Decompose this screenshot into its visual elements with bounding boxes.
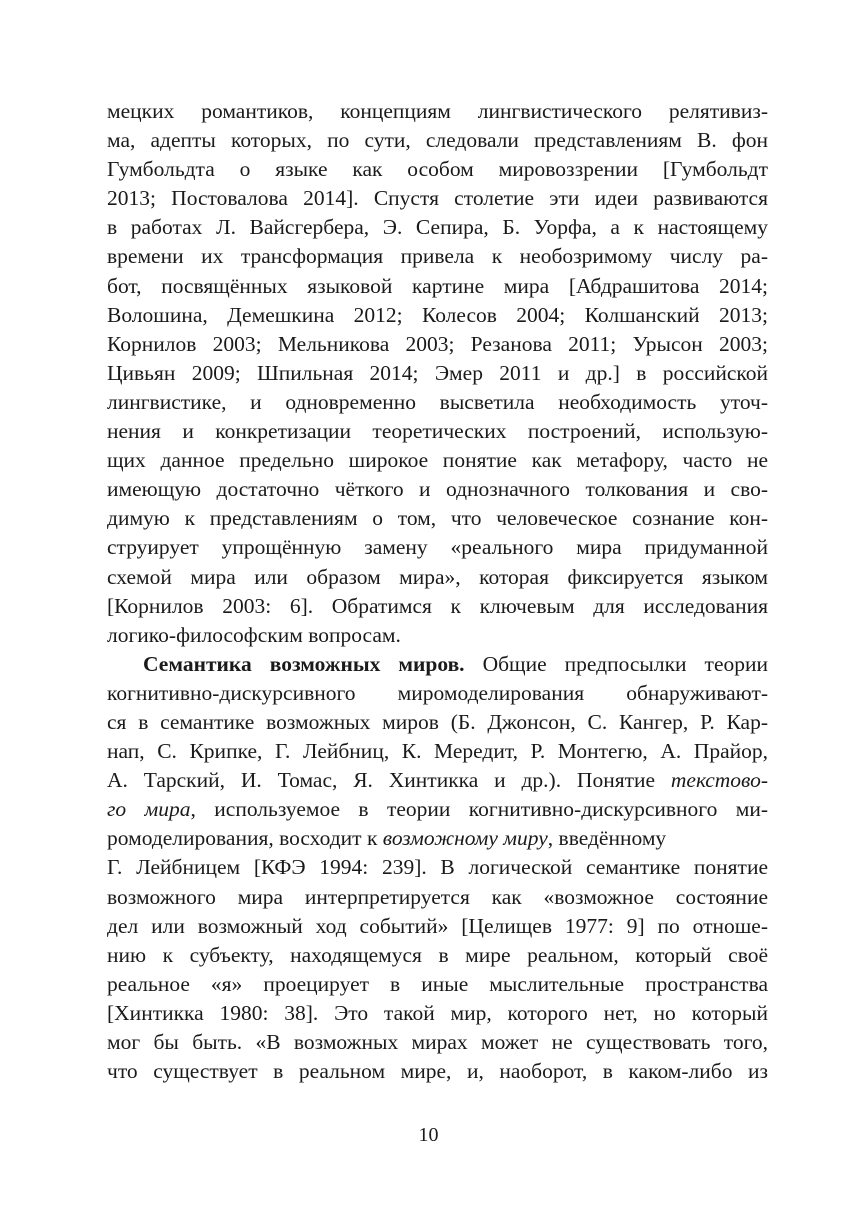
text-line: нап, С. Крипке, Г. Лейбниц, К. Мередит, Р. Монтегю, А. Прайор, (107, 739, 768, 764)
text-line: нию к субъекту, находящемуся в мире реальном, который своё (107, 942, 768, 967)
italic-term: текстово- (670, 768, 768, 793)
text-line: щих данное предельно широкое понятие как метафору, часто не (107, 448, 768, 473)
text-line: ся в семантике возможных миров (Б. Джонсон, С. Кангер, Р. Кар- (107, 709, 768, 734)
text-line: Гумбольдта о языке как особом мировоззрении [Гумбольдт (107, 157, 768, 182)
paragraph-continuation (107, 97, 768, 650)
text-line (107, 766, 768, 795)
section-heading: Семантика возможных миров. (143, 651, 465, 676)
text-run: , введённому (547, 826, 667, 851)
paragraph-possible-worlds (107, 650, 768, 1086)
text-line (107, 650, 768, 679)
text-line (107, 795, 768, 824)
text-line: в работах Л. Вайсгербера, Э. Сепира, Б. Уорфа, а к настоящему (107, 215, 768, 240)
text-line: времени их трансформация привела к необозримому числу ра- (107, 244, 768, 269)
text-run: А. Тарский, И. Томас, Я. Хинтикка и др.). Понятие (107, 768, 671, 793)
text-line: 2013; Постовалова 2014]. Спустя столетие эти идеи развиваются (107, 186, 768, 211)
text-line: [Хинтикка 1980: 38]. Это такой мир, которого нет, но который (107, 1000, 768, 1025)
text-line: лингвистике, и одновременно высветила необходимость уточ- (107, 389, 768, 414)
text-line: ма, адепты которых, по сути, следовали представлениям В. фон (107, 128, 768, 153)
text-line: нения и конкретизации теоретических построений, использую- (107, 419, 768, 444)
text-line: когнитивно-дискурсивного миромоделирования обнаруживают- (107, 680, 768, 705)
italic-term: го мира (107, 797, 191, 822)
text-line: [Корнилов 2003: 6]. Обратимся к ключевым для исследования (107, 593, 768, 618)
text-line: реальное «я» проецирует в иные мыслительные пространства (107, 971, 768, 996)
text-run: Общие предпосылки теории (464, 651, 768, 676)
text-line: логико-философским вопросам. (107, 622, 401, 647)
text-line: бот, посвящённых языковой картине мира [Абдрашитова 2014; (107, 273, 768, 298)
page-body (107, 97, 768, 1086)
text-run: ромоделирования, восходит к (107, 826, 383, 851)
text-line: Цивьян 2009; Шпильная 2014; Эмер 2011 и др.] в российской (107, 360, 768, 385)
text-line: струирует упрощённую замену «реального мира придуманной (107, 535, 768, 560)
text-line: дел или возможный ход событий» [Целищев 1977: 9] по отноше- (107, 913, 768, 938)
text-line: Корнилов 2003; Мельникова 2003; Резанова 2011; Урысон 2003; (107, 331, 768, 356)
text-line: схемой мира или образом мира», которая фиксируется языком (107, 564, 768, 589)
text-line: димую к представлениям о том, что человеческое сознание кон- (107, 506, 768, 531)
text-line: Волошина, Демешкина 2012; Колесов 2004; Колшанский 2013; (107, 302, 768, 327)
text-line: мог бы быть. «В возможных мирах может не существовать того, (107, 1030, 768, 1054)
text-run: , используемое в теории когнитивно-дискурсивного ми- (190, 797, 768, 822)
italic-term: возможному миру (382, 826, 548, 851)
text-line: возможного мира интерпретируется как «возможное состояние (107, 884, 768, 909)
text-line (107, 824, 768, 853)
text-line: Г. Лейбницем [КФЭ 1994: 239]. В логической семантике понятие (107, 855, 768, 880)
text-line: мецких романтиков, концепциям лингвистического релятивиз- (107, 99, 768, 123)
text-line: что существует в реальном мире, и, наоборот, в каком-либо из (107, 1059, 768, 1084)
text-line: имеющую достаточно чёткого и однозначного толкования и сво- (107, 477, 768, 502)
page-number: 10 (418, 1124, 439, 1146)
